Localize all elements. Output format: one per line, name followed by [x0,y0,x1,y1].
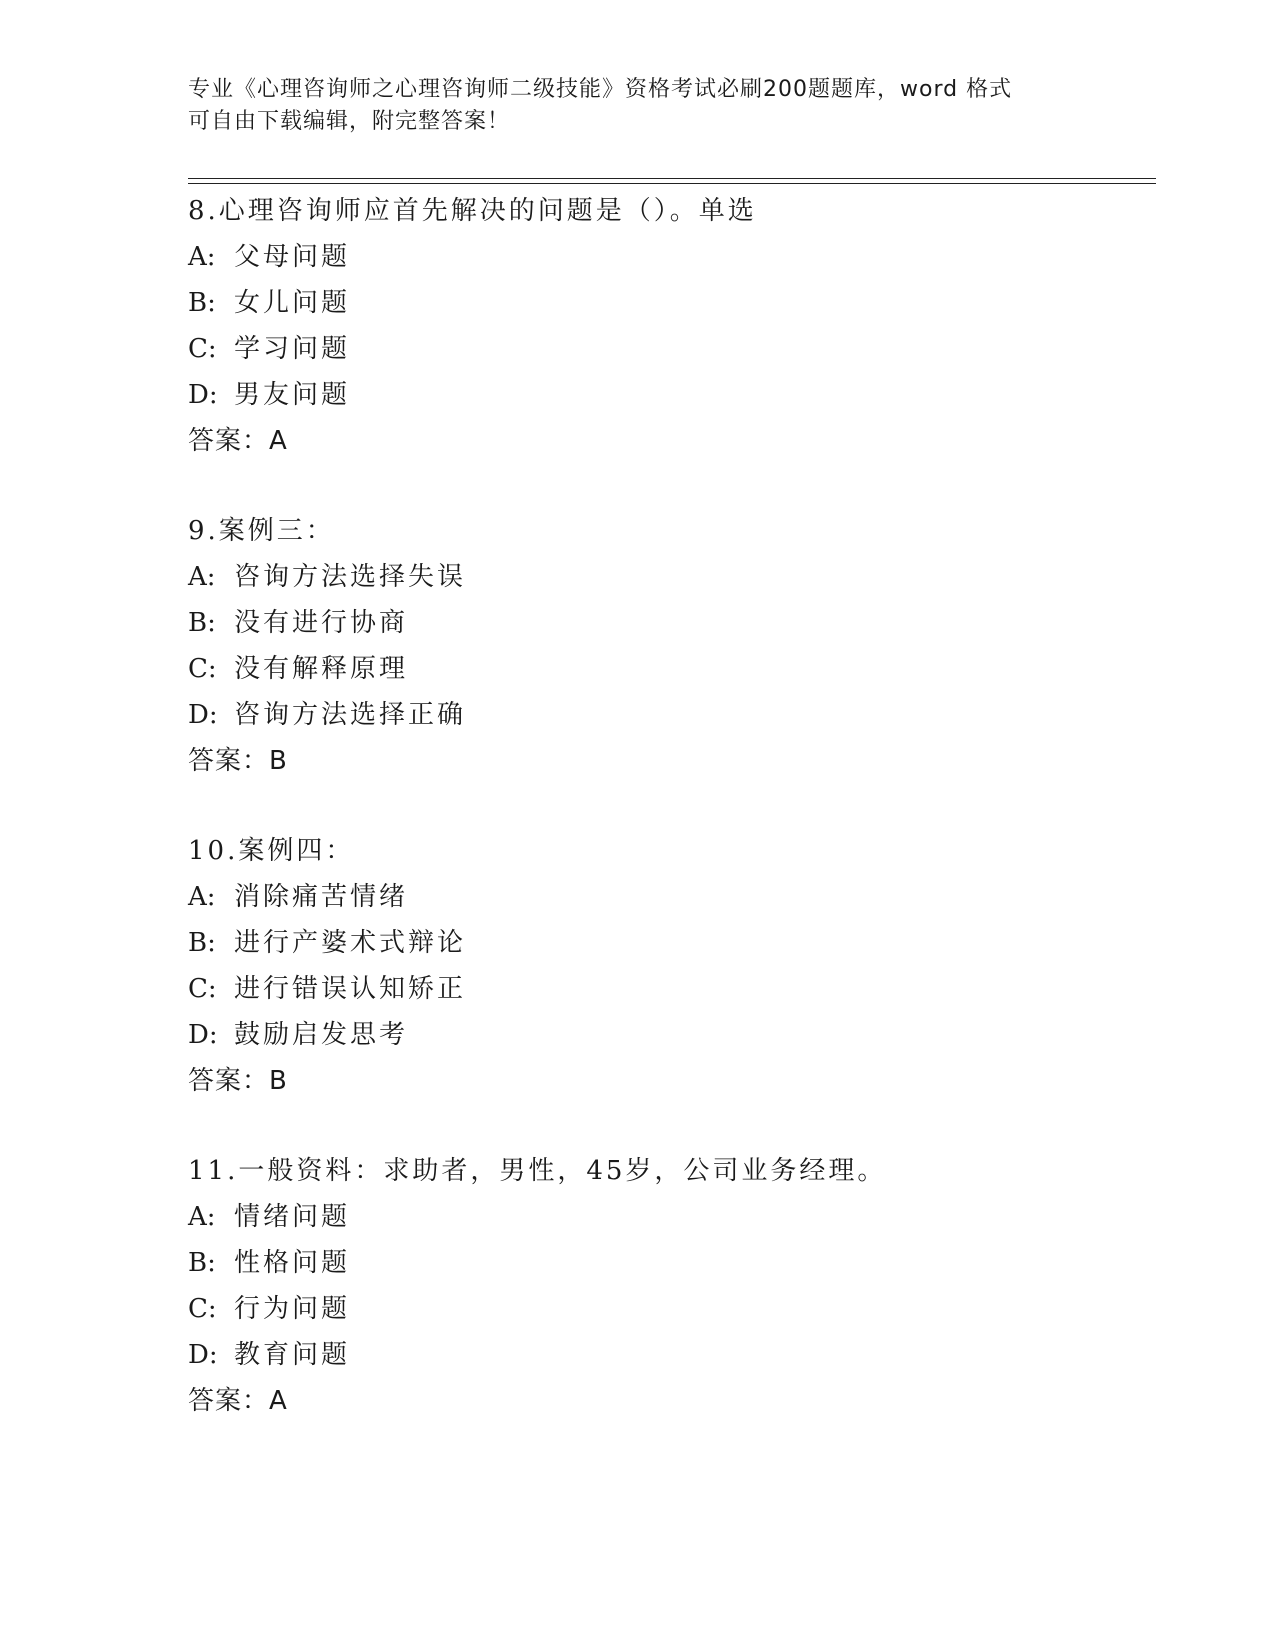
option-b [188,280,1148,326]
option-letter: A: [188,882,216,912]
option-a [188,234,1148,280]
option-letter: B: [188,1248,216,1278]
option-c [188,326,1148,372]
option-a [188,1194,1148,1240]
option-letter: D: [188,1020,218,1050]
option-letter: C: [188,974,217,1004]
header-line-2: 可自由下载编辑，附完整答案！ [188,109,511,134]
option-text: 父母问题 [234,242,351,272]
answer-line: 答案：B [188,1066,288,1096]
option-letter: A: [188,242,216,272]
option-text: 行为问题 [234,1294,351,1324]
option-letter: B: [188,288,216,318]
option-text: 学习问题 [234,334,351,364]
question-spacer [188,464,1148,508]
option-letter: D: [188,1340,218,1370]
option-text: 消除痛苦情绪 [234,882,409,912]
option-letter: B: [188,928,216,958]
option-text: 进行错误认知矫正 [234,974,467,1004]
header-line-1: 专业《心理咨询师之心理咨询师二级技能》资格考试必刷200题题库，word 格式 [188,77,1013,102]
option-letter: C: [188,654,217,684]
header-divider-bottom [188,183,1156,184]
option-d [188,1012,1148,1058]
question-title: 8.心理咨询师应首先解决的问题是（）。单选 [188,196,757,226]
option-c [188,1286,1148,1332]
option-d [188,692,1148,738]
document-header [188,74,1088,138]
option-a [188,874,1148,920]
question-item [188,828,1148,1104]
question-list [188,188,1148,1424]
option-text: 性格问题 [234,1248,351,1278]
option-letter: B: [188,608,216,638]
option-text: 没有进行协商 [234,608,409,638]
option-text: 男友问题 [234,380,351,410]
question-spacer [188,1104,1148,1148]
option-text: 女儿问题 [234,288,351,318]
answer-line: 答案：A [188,1386,288,1416]
question-spacer [188,784,1148,828]
option-d [188,1332,1148,1378]
option-text: 情绪问题 [234,1202,351,1232]
answer-line: 答案：A [188,426,288,456]
option-letter: D: [188,700,218,730]
option-text: 进行产婆术式辩论 [234,928,467,958]
option-b [188,920,1148,966]
question-title: 11.一般资料：求助者，男性，45岁，公司业务经理。 [188,1156,887,1186]
option-letter: C: [188,1294,217,1324]
question-item [188,1148,1148,1424]
option-b [188,1240,1148,1286]
question-title: 9.案例三： [188,516,335,546]
option-text: 教育问题 [234,1340,351,1370]
option-c [188,966,1148,1012]
option-text: 鼓励启发思考 [234,1020,409,1050]
option-d [188,372,1148,418]
option-a [188,554,1148,600]
option-letter: A: [188,562,216,592]
option-text: 没有解释原理 [234,654,409,684]
option-letter: A: [188,1202,216,1232]
option-b [188,600,1148,646]
header-divider-top [188,178,1156,179]
option-c [188,646,1148,692]
question-item [188,508,1148,784]
option-text: 咨询方法选择失误 [234,562,467,592]
option-text: 咨询方法选择正确 [234,700,467,730]
question-item [188,188,1148,464]
answer-line: 答案：B [188,746,288,776]
option-letter: C: [188,334,217,364]
option-letter: D: [188,380,218,410]
question-title: 10.案例四： [188,836,355,866]
